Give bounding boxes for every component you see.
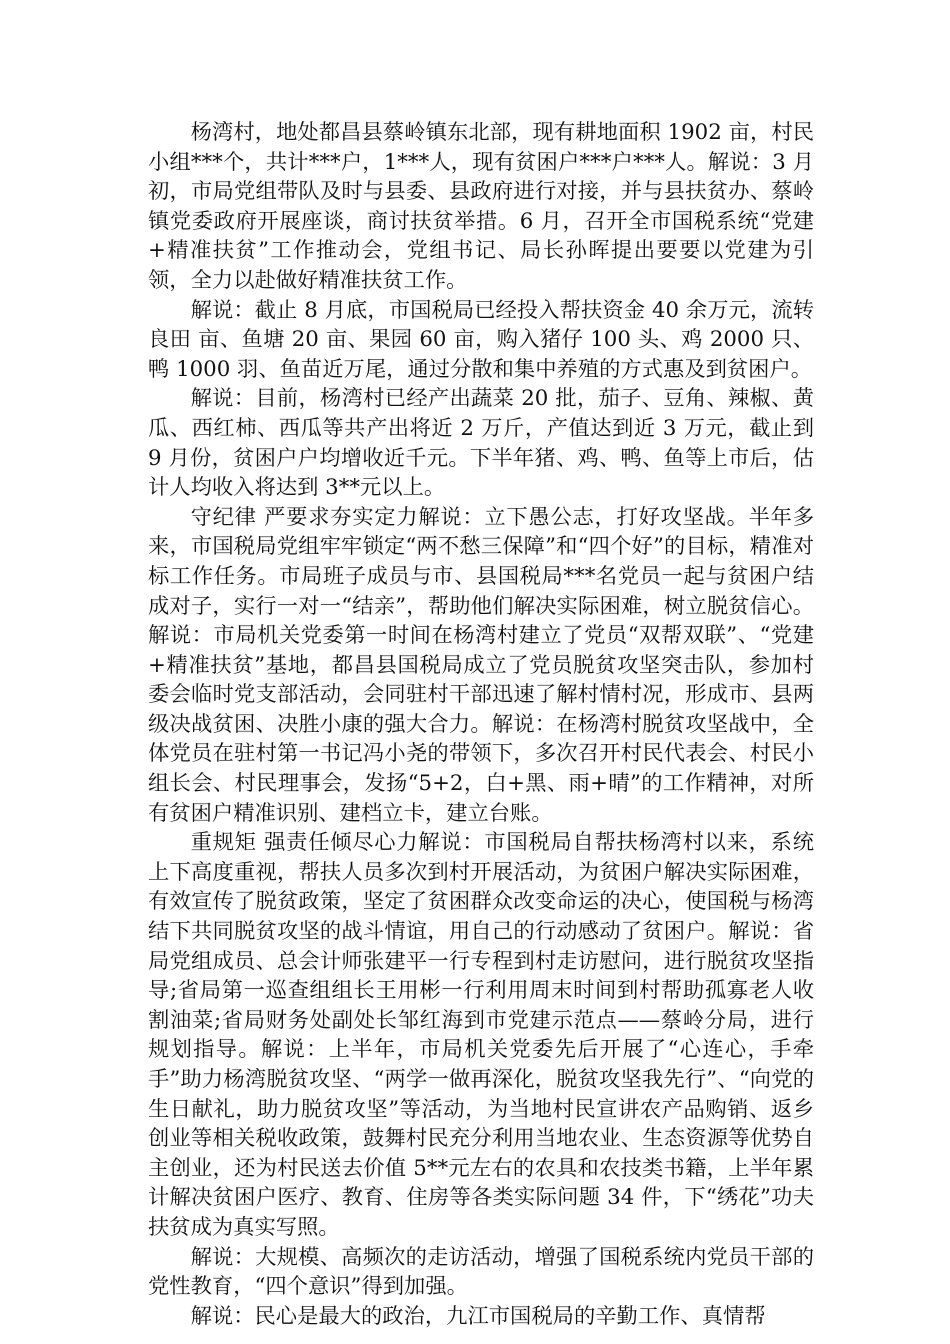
paragraph-closing: 解说：民心是最大的政治，九江市国税局的辛勤工作、真情帮 — [190, 1303, 766, 1329]
paragraph-output: 解说：目前，杨湾村已经产出蔬菜 20 批，茄子、豆角、辣椒、黄瓜、西红柿、西瓜等共产出将近 2 万斤，产值达到近 3 万元，截止到 9 月份，贫困户户均增收近千元。下半年猪、鸡、鸭、鱼等上市后，估计人均收入将达到 3**元以上。 — [148, 386, 814, 501]
paragraph-investment: 解说：截止 8 月底，市国税局已经投入帮扶资金 40 余万元，流转良田 亩、鱼塘 20 亩、果园 60 亩，购入猪仔 100 头、鸡 2000 只、鸭 1000 羽、鱼苗近万尾，通过分散和集中养殖的方式惠及到贫困户。 — [148, 297, 814, 382]
paragraph-rules: 重规矩 强责任倾尽心力解说：市国税局自帮扶杨湾村以来，系统上下高度重视，帮扶人员多次到村开展活动，为贫困户解决实际困难，有效宣传了脱贫政策，坚定了贫困群众改变命运的决心，使国税与杨湾结下共同脱贫攻坚的战斗情谊，用自己的行动感动了贫困户。解说：省局党组成员、总会计师张建平一行专程到村走访慰问，进行脱贫攻坚指导;省局第一巡查组组长王用彬一行利用周末时间到村帮助孤寡老人收割油菜;省局财务处副处长邹红海到市党建示范点——蔡岭分局，进行规划指导。解说：上半年，市局机关党委先后开展了“心连心，手牵手”助力杨湾脱贫攻坚、“两学一做再深化，脱贫攻坚我先行”、“向党的生日献礼，助力脱贫攻坚”等活动，为当地村民宣讲农产品购销、返乡创业等相关税收政策，鼓舞村民充分利用当地农业、生态资源等优势自主创业，还为村民送去价值 5**元左右的农具和农技类书籍，上半年累计解决贫困户医疗、教育、住房等各类实际问题 34 件，下“绣花”功夫扶贫成为真实写照。 — [148, 830, 814, 1240]
paragraph-visits: 解说：大规模、高频次的走访活动，增强了国税系统内党员干部的党性教育，“四个意识”得到加强。 — [148, 1244, 814, 1300]
document-body — [148, 118, 814, 1331]
paragraph-village-intro: 杨湾村，地处都昌县蔡岭镇东北部，现有耕地面积 1902 亩，村民小组***个，共计***户，1***人，现有贫困户***户***人。解说：3 月初，市局党组带队及时与县委、县政府进行对接，并与县扶贫办、蔡岭镇党委政府开展座谈，商讨扶贫举措。6 月，召开全市国税系统“党建+精准扶贫”工作推动会，党组书记、局长孙晖提出要要以党建为引领，全力以赴做好精准扶贫工作。 — [148, 120, 814, 293]
paragraph-discipline: 守纪律 严要求夯实定力解说：立下愚公志，打好攻坚战。半年多来，市国税局党组牢牢锁定“两不愁三保障”和“四个好”的目标，精准对标工作任务。市局班子成员与市、县国税局***名党员一起与贫困户结成对子，实行一对一“结亲”，帮助他们解决实际困难，树立脱贫信心。解说：市局机关党委第一时间在杨湾村建立了党员“双帮双联”、“党建+精准扶贫”基地，都昌县国税局成立了党员脱贫攻坚突击队，参加村委会临时党支部活动，会同驻村干部迅速了解村情村况，形成市、县两级决战贫困、决胜小康的强大合力。解说：在杨湾村脱贫攻坚战中，全体党员在驻村第一书记冯小尧的带领下，多次召开村民代表会、村民小组长会、村民理事会，发扬“5+2，白+黑、雨+晴”的工作精神，对所有贫困户精准识别、建档立卡，建立台账。 — [148, 504, 814, 826]
